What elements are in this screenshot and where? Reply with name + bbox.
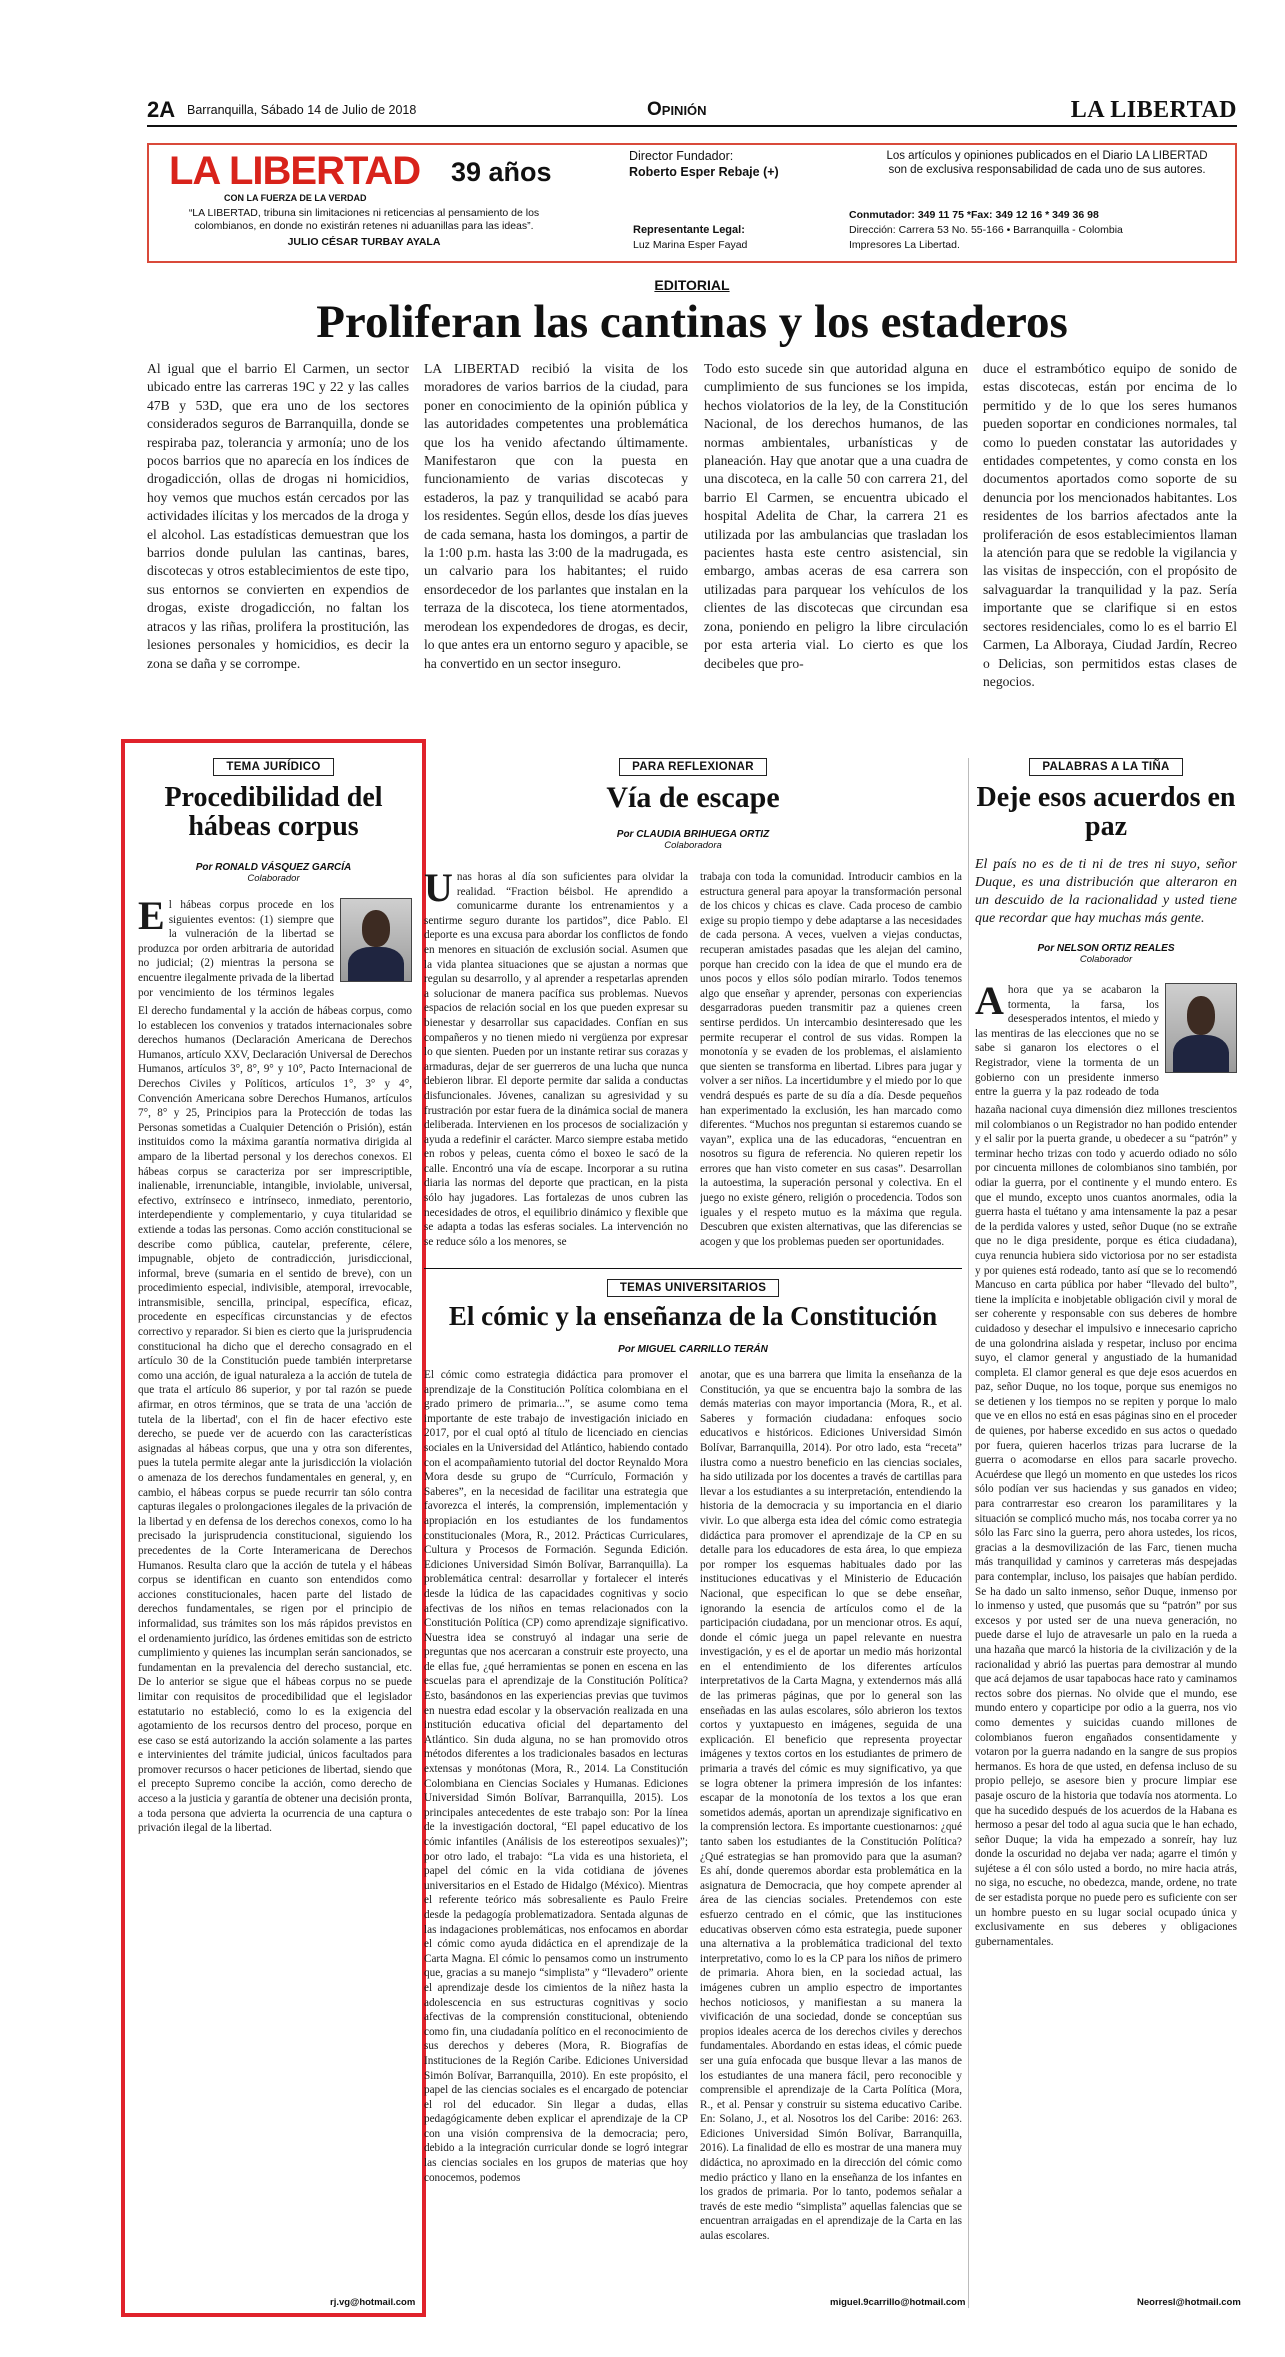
legal-name: Luz Marina Esper Fayad (633, 239, 748, 251)
habeas-intro-text: l hábeas corpus procede en los siguientes eventos: (1) siempre que la vulneración de la libertad se produzca por orden arbitraria de autoridad no judicial; (2) mientras la persona se encuentre ilegalmente privada de la libertad por vencimiento de los términos legales (138, 899, 334, 999)
editorial-col-2: LA LIBERTAD recibió la visita de los moradores de varios barrios de la ciudad, para poner en conocimiento de la opinión pública y las autoridades competentes una problemática que los ha venido afectando últimamente. Manifestaron que con la puesta en funcionamiento de varias discotecas y estaderos, la paz y tranquilidad se acabó para los residentes. Según ellos, desde los días jueves de cada semana, hasta los domingos, a partir de la 1:00 p.m. hasta las 3:00 de la madrugada, es un calvario para los habitantes; el ruido ensordecedor de los parlantes que instalan en la terraza de la discoteca, los tiene atormentados, merodean los expendedores de drogas, es decir, lo que antes era un entorno seguro y apacible, se ha convertido en un sector inseguro. (424, 361, 688, 671)
editorial-title: Proliferan las cantinas y los estaderos (316, 296, 1068, 348)
banner-box (147, 143, 1237, 263)
habeas-title: Procedibilidad del hábeas corpus (164, 782, 383, 843)
editorial-kicker-label: EDITORIAL (654, 277, 730, 293)
acuerdos-intro-text: hora que ya se acabaron la tormenta, la farsa, los desesperados intentos, el miedo y las mentiras de las elecciones que no se sabe si ganaron los electores o el Registrador, viene la tormenta de un gobierno con un presidente inmerso entre la guerra y la paz rodeado de toda (975, 984, 1159, 1099)
editorial-col-3: Todo esto sucede sin que autoridad alguna en cumplimiento de sus funciones se los impida, hechos violatorios de la ley, de la Constitución Nacional, de los derechos humanos, de las normas ambientales, urbanísticas y de planeación. Hay que anotar que a una cuadra de una discoteca, en la calle 50 con carrera 21, del barrio El Carmen, se encuentra ubicado el hospital Adelita de Char, la carrera 21 es utilizada por las ambulancias que trasladan los pacientes hasta este centro asistencial, sin embargo, ambas aceras de esa carrera son utilizadas para parquear los vehículos de los clientes de las discotecas que circundan esa zona, poniendo en peligro la libre circulación por esta arteria vial. Lo cierto es que los decibeles que pro- (704, 361, 968, 671)
via-col-1 (424, 870, 688, 1258)
habeas-author: Por RONALD VÁSQUEZ GARCÍA (195, 862, 352, 873)
banner-address: Dirección: Carrera 53 No. 55-166 • Barranquilla - Colombia (849, 224, 1123, 236)
founder-name: Roberto Esper Rebaje (+) (629, 165, 779, 179)
via-kicker-label: PARA REFLEXIONAR (619, 758, 767, 776)
habeas-byline (135, 862, 412, 884)
acuerdos-dropcap: A (975, 983, 1004, 1023)
acuerdos-intro (975, 983, 1159, 1101)
acuerdos-title: Deje esos acuerdos en paz (976, 782, 1236, 843)
banner-phones: Conmutador: 349 11 75 *Fax: 349 12 16 * 349 36 98 (849, 209, 1099, 221)
legal-label: Representante Legal: (633, 224, 745, 236)
acuerdos-byline (975, 943, 1237, 965)
comic-title: El cómic y la enseñanza de la Constitución (448, 1301, 938, 1331)
via-col-2: trabaja con toda la comunidad. Introducir cambios en la estructura general para apoyar la transformación personal de los chicos y chicas es clave. Cada proceso de cambio exige su propio tiempo y debe adaptarse a las necesidades de cada persona. A veces, vuelven a viejas conductas, recuperan amistades pasadas que les alejan del camino, porque han crecido con la idea de que el mundo era de unos pocos y ellos sólo podían mirarlo. Todos tenemos algo que enseñar y aprender, personas con experiencias desgarradoras pueden transmitir paz a quienes creen sentirse perdidos. Un intercambio desinteresado que les permite recuperar el control de sus vidas. Rompen la monotonía y se evaden de los problemas, el aislamiento que sienten se transforma en libertad. Libres para jugar y volver a ser niños. La incertidumbre y el miedo por lo que vendrá después es parte de su día a día. Desde pequeños han experimentado la exclusión, les han marcado como diferentes. “Muchos nos preguntan si estaremos cuando se vayan”, explica una de las educadoras, “encuentran en nosotros su figura de referencia. No quieren repetir los errores que han visto cometer en sus casas”. Desarrollan la autoestima, la superación personal y colectiva. En el juego no existe género, religión o procedencia. Todos son iguales y el respeto mutuo es la máxima que regula. Descubren que existen alternativas, que las diferencias se acogen y que los problemas pueden ser oportunidades. (700, 871, 962, 1248)
acuerdos-author: Por NELSON ORTIZ REALES (1037, 943, 1175, 954)
page-header (147, 97, 1237, 123)
acuerdos-body: hazaña nacional cuya dimensión diez millones trescientos mil colombianos o un Registrador no han podido entender y el salir por la puerta grande, u obedecer a su “patrón” y terminar hecho trizas con todo y acuerdo odiado no sólo por cincuenta millones de colombianos sino también, por odiar la guerra, por el continente y el mundo entero. Es que el mundo, excepto unos cuantos anormales, odia la guerra hasta el tuétano y ama intensamente la paz a pesar de la perdida valores y usted, señor Duque (no se extrañe que no le diga presidente, porque es ética ciudadana), cuya renuncia hubiera sido victoriosa por no ser estadista y por quienes está rodeado, tanto así que se lo recomendó Mancuso en carta pública por haber “llevado del bulto”, tiene la implícita e inobjetable obligación civil y moral de ser coherente y responsable con sus deberes de hombre cuidadoso y desechar el impulsivo e innecesario capricho de una golondrina aislada y respetar, incluso por encima suyo, el clamor general y angustiado de la humanidad completa. El clamor general es que deje esos acuerdos en paz, señor Duque, no los toque, porque sus enemigos no se detienen y los tiempos no se repiten y porque lo malo que ve en ellos no está en esas páginas sino en el proceder de quienes, por haberse excedido en sus actos o quedado por fuera, quieren hacerlos trizas para lucrarse de la guerra o acomodarse en ellos para sacarle provecho. Acuérdese que llegó un momento en que ustedes los ricos sólo podían ver sus haciendas y sus ganados en video; para contrarrestar eso crearon los paramilitares y la situación se complicó mucho más, nos tocaba correr ya no sólo las Farc sino la guerra, pero ahora ustedes, los ricos, gracias a la desmovilización de las Farc, tienen mucha más tranquilidad y caminos y carreteras más despejadas para contemplar, incluso, los paisajes que habían perdido. Se ha dado un salto inmenso, señor Duque, inmenso por lo inmenso y usted, que pusomás que su “patrón” por sus excesos y por usted ser de una nueva generación, no puede darse el lujo de atravesarle un palo en la rueda a una hazaña que marcó la historia de la civilización y de la racionalidad y abrió las puertas para demostrar al mundo que acá dejamos de usar tapabocas hace rato y caminamos rectos sobre dos piernas. No olvide que el mundo, ese mundo entero y coparticipe por odio a la guerra, nos vio como dementes y suicidas cuando millones de colombianos fueron engañados consentidamente y votaron por la guerra nadando en la sangre de sus propios hermanos. Es hora de que usted, en defensa incluso de su propio pellejo, se asesore bien y procure limpiar ese pasaje oscuro de la historia que todavía nos atormenta. Lo que ha sucedido después de los acuerdos de la Habana es hermoso a pesar del todo al agua sucia que le han echado, señor Duque; la vida ha empezado a sonreír, hay luz donde la oscuridad no dejaba ver nada; agarre el timón y sujétese a él con sólo usted a bordo, no mire hacia atrás, no siga, no escuche, no obedezca, mande, ordene, no trate de ser estadista porque no puede pero es suficiente con ser un hombre puesto en su lugar social ocupado única y exclusivamente en sus deberes y obligaciones gubernamentales. (975, 1104, 1237, 1948)
editorial-col-4: duce el estrambótico equipo de sonido de estas discotecas, están por encima de lo permitido y de lo que los seres humanos pueden soportar en condiciones normales, tal como lo pueden constatar las autoridades y entidades competentes, y como consta en los documentos aportados como soporte de su denuncia por los mencionados habitantes. Los residentes de los barrios afectados ante la proliferación de esos establecimientos llaman la atención para que se redoble la vigilancia y las visitas de inspección, con el propósito de salvaguardar la tranquilidad y la paz. Sería importante que se clarifique si en estos sectores residenciales, como lo es el barrio El Carmen, La Alboraya, Ciudad Jardín, Recreo o Delicias, son permitidos estas clases de negocios. (983, 361, 1237, 689)
habeas-kicker-label: TEMA JURÍDICO (213, 758, 333, 776)
editorial-col-1: Al igual que el barrio El Carmen, un sector ubicado entre las carreras 19C y 22 y las calles 47B y 53D, que era uno de los sectores considerados seguros de Barranquilla, donde se respiraba paz, tolerancia y armonía; uno de los pocos barrios que no aparecía en los índices de drogadicción, ollas de drogas ni homicidios, hoy vemos que muchos están cercados por las actividades ilícitas y los mercados de la droga y el alcohol. Las estadísticas demuestran que los barrios donde pululan las cantinas, bares, discotecas y otros establecimientos de este tipo, sus entornos se convierten en expendios de drogas, existe drogadicción, no faltan los atracos y las riñas, prolifera la prostitución, las lesiones personales y homicidios, es decir la zona se daña y se corrompe. (147, 361, 409, 671)
habeas-intro (138, 898, 334, 1002)
acuerdos-email: Neorresl@hotmail.com (1137, 2297, 1241, 2308)
page-number: 2A (147, 97, 176, 122)
author-photo-vasquez (340, 898, 412, 982)
banner-quote-author: JULIO CÉSAR TURBAY AYALA (287, 236, 441, 248)
acuerdos-kicker (975, 758, 1237, 776)
habeas-email: rj.vg@hotmail.com (330, 2297, 416, 2308)
comic-rule (424, 1268, 962, 1269)
comic-col-1: El cómic como estrategia didáctica para promover el aprendizaje de la Constitución Política colombiana en el grado primero de primaria...”, se asume como tema importante de este trabajo de investigación iniciado en 2017, por el cual optó al título de licenciado en ciencias sociales en la Universidad del Atlántico, habiendo contado con el acompañamiento tutorial del doctor Reynaldo Mora Mora desde su grupo de “Currículo, Formación y Saberes”, en la necesidad de facilitar una estrategia que favorezca el interés, la comprensión, implementación y apropiación en los estudiantes de los fundamentos constitucionales (Mora, R., 2012. Prácticas Curriculares, Cultura y Procesos de Formación. Segunda Edición. Ediciones Universidad Simón Bolívar, Barranquilla). La problemática central: desarrollar y fortalecer el interés desde la lúdica de las capacidades cognitivas y socio afectivas de los niños en temas relacionados con la Constitución Política (CP) como aprendizaje significativo. Nuestra idea se construyó al indagar una serie de preguntas que nos acercaran a construir este proyecto, una de ellas fue, ¿qué herramientas se ponen en escena en las escuelas para el aprendizaje de la Constitución Política? Esto, basándonos en las experiencias previas que tuvimos en nuestra edad escolar y la observación realizada en una institución educativa oficial del departamento del Atlántico. Sin duda alguna, no se han promovido otros métodos diferentes a los tradicionales basados en lecturas extensas y monótonas (Mora, R., 2014. La Constitución Colombiana en Ciencias Sociales y Humanas. Ediciones Universidad Simón Bolívar, Barranquilla, 2015). Los principales antecedentes de este trabajo son: Por la línea de la investigación doctoral, “El papel educativo de los cómic infantiles (Análisis de los estereotipos sexuales)”; por otro lado, el trabajo: “La vida es una historieta, el papel del cómic en la vida cotidiana de jóvenes universitarios en el Estado de Hidalgo (México). Mientras el referente teórico más sobresaliente es Paulo Freire desde la pedagogía problematizadora. Sentada algunas de las indagaciones problemáticas, nos enfocamos en abordar el cómic como ayuda didáctica en el aprendizaje de la Carta Magna. El cómic lo pensamos como un instrumento que, gracias a su manejo “simplista” y “llevadero” oriente el aprendizaje desde los cimientos de la niñez hasta la adolescencia en sus estructuras cognitivas y socio afectivas de la comprensión constitucional, obteniendo como fin, una ciudadanía político en el reconocimiento de sus derechos y deberes (Mora, R. Biografías de Instituciones de la Región Caribe. Ediciones Universidad Simón Bolívar, Barranquilla, 2010). En este propósito, el papel de las ciencias sociales es el encargado de potenciar el rol del educador. Sin llegar a dudas, ellas pedagógicamente deben explicar el aprendizaje de la CP con una visión comprensiva de la democracia; pero, debido a la integración curricular donde se logró integrar las ciencias sociales en los grupos de materias que hoy conocemos, podemos (424, 1369, 688, 2184)
banner-printer: Impresores La Libertad. (849, 239, 960, 251)
header-rule (147, 125, 1237, 127)
habeas-dropcap: E (138, 898, 165, 938)
via-kicker (424, 758, 962, 776)
habeas-role: Colaborador (247, 873, 300, 884)
masthead-small: LA LIBERTAD (1070, 97, 1237, 123)
section-name: Opinión (647, 99, 707, 120)
banner-quote: “LA LIBERTAD, tribuna sin limitaciones ni reticencias al pensamiento de los colombianos, en donde no existirán retenes ni aduanillas para las ideas”. (188, 207, 540, 232)
comic-author: Por MIGUEL CARRILLO TERÁN (618, 1344, 768, 1355)
via-role: Colaboradora (664, 840, 722, 851)
acuerdos-kicker-label: PALABRAS A LA TIÑA (1029, 758, 1182, 776)
via-byline (424, 829, 962, 851)
comic-kicker-label: TEMAS UNIVERSITARIOS (607, 1279, 779, 1297)
dateline: Barranquilla, Sábado 14 de Julio de 2018 (187, 103, 417, 117)
comic-kicker (424, 1279, 962, 1297)
via-title: Vía de escape (606, 781, 780, 814)
comic-col-2: anotar, que es una barrera que limita la enseñanza de la Constitución, ya que se encuentra bajo la sombra de las demás materias con mayor importancia (Mora, R., et al. Saberes y formación ciudadana: enfoques socio educativos e históricos. Ediciones Universidad Simón Bolívar, Barranquilla, 2014). Por otro lado, esta “receta” ilustra como a nuestro beneficio en las ciencias sociales, ha sido utilizada por los docentes a través de cartillas para llevar a los estudiantes a su interpretación, entendiendo la historia de la democracia y su importancia en el diario vivir. Lo que alberga esta idea del cómic como estrategia didáctica para promover el aprendizaje de la CP en su detalle para los educadores de esta área, lo que empieza por romper los esquemas habituales dado por las instituciones educativas y el Ministerio de Educación Nacional, que especifican lo que se debe enseñar, ignorando la esencia de artículos como el de la participación ciudadana, por un mencionar otros. Es aquí, donde el cómic juega un papel relevante en nuestra investigación, y es el de aportar un medio más horizontal en el entendimiento de los diferentes artículos interpretativos de la Carta Magna, y extendernos más allá de las primeras páginas, que por lo general son las enseñadas en las aulas escolares, sólo abrieron los textos cortos y yuxtapuesto en imágenes, seguida de una explicación. El beneficio que representa proyectar imágenes y textos cortos en los estudiantes de primero de primaria a través del cómic es muy significativo, ya que se logra obtener la primera impresión de los infantes: escapar de la monotonía de los textos a los que eran sometidos además, aportan un aprendizaje significativo en la comprensión lectora. Es importante cuestionarnos: ¿qué tanto saben los estudiantes de la Constitución Política? ¿Qué estrategias se han promovido para que la asuman? Es ahí, donde queremos abordar esta problemática en la asignatura de Democracia, que hoy compete aprender al área de las ciencias sociales. Pretendemos con este esfuerzo centrado en el cómic, que las instituciones educativas observen cómo esta estrategia, puede suponer una alternativa a la problemática tradicional del texto interpretativo, como lo es la CP para los niños de primero de primaria. Ahora bien, en la sociedad actual, las imágenes cubren un amplio espectro de importantes hechos noticiosos, y manifiestan a su manera la vivificación de una sociedad, donde se conceptúan sus propios ideales acerca de los derechos civiles y derechos fundamentales. Abordando en estas ideas, el cómic puede ser una guía enfocada que busque llevar a las manos de los estudiantes de una manera fácil, pero reconocible y comprensible el aprendizaje de la Carta Política (Mora, R., et al. Pensar y construir su sistema educativo Caribe. En: Solano, J., et al. Nosotros los del Caribe: 2016: 263. Ediciones Universidad Simón Bolívar, Barranquilla, 2016). La finalidad de ello es mostrar de una manera muy didáctica, no aproximado en la dirección del cómic como medio práctico y llano en la enseñanza de los infantes en los grados de primaria. Por lo tanto, podemos señalar a través de este medio “simplista” aquellas falencias que se encuentran arraigadas en el aprendizaje de la Carta en las aulas escolares. (700, 1369, 962, 2243)
habeas-kicker (135, 758, 412, 776)
banner-logo: LA LIBERTAD (169, 149, 421, 193)
comic-byline (424, 1344, 962, 1355)
banner-anniversary: 39 años (451, 157, 552, 187)
author-photo-ortiz (1165, 983, 1237, 1073)
via-author: Por CLAUDIA BRIHUEGA ORTIZ (616, 829, 770, 840)
comic-email: miguel.9carrillo@hotmail.com (830, 2297, 966, 2308)
founder-label: Director Fundador: (629, 149, 734, 163)
editorial-kicker (147, 277, 1237, 295)
col-separator (968, 758, 969, 2308)
acuerdos-role: Colaborador (1079, 954, 1133, 965)
via-col-1-text: nas horas al día son suficientes para olvidar la realidad. “Fraction béisbol. He aprendido a comunicarme durante los entrenamientos y a sentirme seguro durante los partidos”, dice Pablo. El deporte es una excusa para abordar los conflictos de fondo en menores en situación de exclusión social. Asumen que la vida plantea situaciones que se ajustan a normas que regulan su desarrollo, y al aprender a respetarlas aprenden a solucionar de manera pacífica sus problemas. Nuevos espacios de relación social en los que pueden expresar su bienestar y desarrollar sus capacidades. Confían en sus compañeros y no tienen miedo ni vergüenza por expresar lo que sienten. Pueden por un instante retirar sus corazas y armaduras, dejar de ser guerreros de una lucha que nunca debieron librar. El deporte permite dar salida a conductas disfuncionales. Jóvenes, canalizan su agresividad y su frustración por estar fuera de la dinámica social de manera deliberada. Intervienen en los procesos de socialización y ayuda a redefinir el carácter. Marco siempre estaba metido en robos y peleas, cuenta cómo el boxeo le sacó de la calle. Encontró una vía de escape. Incorporar a su rutina diaria las normas del deporte que practican, en la pista sólo hay jugadores. Las fortalezas de unos cubren las necesidades de otros, el equilibrio dinámico y flexible que se adapta a todas las esferas sociales. La intervención no se reduce sólo a los menores, se (424, 871, 688, 1248)
banner-disclaimer: Los artículos y opiniones publicados en el Diario LA LIBERTAD son de exclusiva responsabilidad de cada uno de sus autores. (886, 150, 1208, 176)
banner-tagline: CON LA FUERZA DE LA VERDAD (224, 193, 367, 203)
habeas-body: El derecho fundamental y la acción de hábeas corpus, como lo establecen los convenios y tratados internacionales sobre derechos humanos (Declaración Americana de Derechos Humanos, artículo XXV, Declaración Universal de Derechos Humanos, artículos 3°, 8°, 9° y 10°, Pacto Internacional de Derechos Civiles y Políticos, artículos 1°, 3° y 4°, Convención Americana sobre Derechos Humanos, artículos 7°, 8° y 25, Principios para la Protección de todas las Personas sometidas a Cualquier Detención o Prisión), están instituidos como la máxima garantía normativa dirigida al amparo de la libertad personal y los derechos conexos. El hábeas corpus se caracteriza por ser imprescriptible, inalienable, irrenunciable, intangible, inviolable, universal, efectivo, extrínseco e intrínseco, inmediato, perentorio, interdependiente y complementario, y cuya titularidad se extiende a todas las personas. Como acción constitucional se describe como pública, cautelar, preferente, célere, impugnable, objeto de contradicción, jurisdiccional, informal, breve (sumaria en el sentido de breve), con un procedimiento especial, indivisible, atemporal, irrevocable, intransmisible, sencilla, principal, específica, eficaz, procedente en específicas circunstancias y de efectos correctivo y reparador. Si bien es cierto que la jurisprudencia constitucional ha dicho que el derecho consagrado en el artículo 30 de la Constitución puede también interpretarse como una acción, de igual naturaleza a la acción de tutela de que trata el artículo 86 superior, y por tal razón se puede afirmar, en otros términos, que se trata de una 'acción de tutela de la libertad', con el fin de hacer efectivo este derecho, se puede ver de acuerdo con las características asignadas al hábeas corpus, que una y otra son diferentes, pues la tutela permite alegar ante la jurisdicción la violación o amenaza de los derechos fundamentales en general, y, en cambio, el hábeas corpus se puede recurrir tan sólo contra capturas ilegales o prolongaciones ilegales de la privación de la libertad y en defensa de los derechos conexos, como lo ha precisado la jurisprudencia constitucional, siguiendo los precedentes de la Corte Interamericana de Derechos Humanos. Resulta claro que la acción de tutela y el hábeas corpus se identifican en cuanto son entendidos como acciones constitucionales, hacen parte del listado de derechos fundamentales, se rigen por el principio de informalidad, sus trámites son los más rápidos previstos en el ordenamiento jurídico, las órdenes emitidas son de estricto cumplimiento y quienes las incumplan serán sancionados, se fundamentan en la prevalencia del derecho sustancial, etc. De lo anterior se sigue que el hábeas corpus no se puede limitar con requisitos de procedibilidad que el legislador estatutario no estableció, como lo es la exigencia del agotamiento de los recursos dentro del proceso, porque en ese caso se está autorizando la acción solamente a las partes e intervinientes del trámite judicial, únicos facultados para promover recursos o hacer peticiones de libertad, siendo que el precepto Supremo concibe la acción, como derecho de acceso a la justicia y garantía de obtener una decisión pronta, a toda persona que advierta la ocurrencia de una captura o privación ilegal de la libertad. (138, 1005, 412, 1835)
via-dropcap: U (424, 870, 453, 910)
acuerdos-deck: El país no es de ti ni de tres ni suyo, señor Duque, es una distribución que alteraron en un descuido de la racionalidad y usted tiene que recordar que hay muchas más gente. (975, 857, 1237, 926)
